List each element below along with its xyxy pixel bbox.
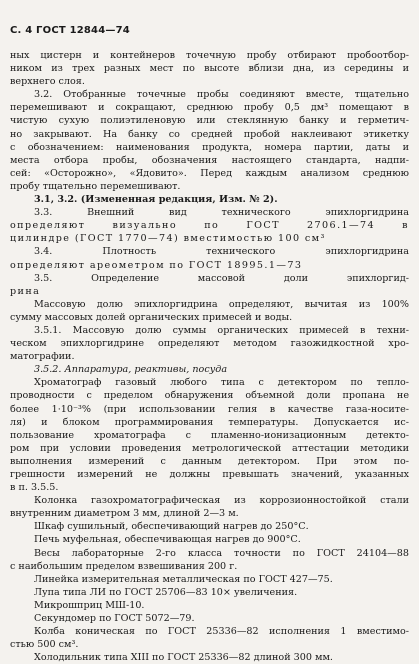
text-line: верхнего слоя. [10,76,85,88]
text-line: ля) и блоком программирования температуры. Допускается ис- [10,416,409,428]
text-line: но закрывают. На банку со средней пробой наклеивают этикетку [10,128,409,140]
text-line: Шкаф сушильный, обеспечивающий нагрев до 250°С. [34,521,309,533]
text-line: 3.3. Внешний вид технического эпихлоргидрина [34,207,409,219]
text-line: 3.4. Плотность технического эпихлоргидрина [34,246,409,258]
text-line: ных цистерн и контейнеров точечную пробу отбирают пробоотбор- [10,50,409,61]
text-line: Холодильник типа XIII по ГОСТ 25336—82 длиной 300 мм. [34,652,333,664]
text-line: Микрошприц МШ-10. [34,599,145,611]
text-line: с обозначением: наименования продукта, номера партии, даты и [10,141,409,153]
section-heading: 3.5.2. Аппаратура, реактивы, посуда [34,364,228,376]
text-line: с наибольшим пределом взвешивания 200 г. [10,560,238,572]
text-line: цилиндре (ГОСТ 1770—74) вместимостью 100 см³ [10,233,326,245]
text-line: Печь муфельная, обеспечивающая нагрев до 900°С. [34,534,301,546]
text-line: места отбора пробы, обозначения настоящего стандарта, надпи- [10,154,409,166]
text-line: в п. 3.5.5. [10,482,59,494]
text-line: Массовую долю эпихлоргидрина определяют, вычитая из 100% [34,298,409,310]
text-line: Колонка газохроматографическая из коррозионностойкой стали [34,495,409,507]
text-line: Лупа типа ЛИ по ГОСТ 25706—83 10× увеличения. [34,586,298,598]
text-line: пробу тщательно перемешивают. [10,180,181,192]
text-line: 3.2. Отобранные точечные пробы соединяют вместе, тщательно [34,89,409,101]
text-line: более 1·10⁻³% (при использовании гелия в качестве газа-носите- [10,403,409,415]
text-line: грешности измерений не должны превышать значений, указанных [10,469,409,480]
text-line: 3.5.1. Массовую долю суммы органических примесей в техни- [34,324,409,336]
text-line: матографии. [10,351,75,363]
text-line: 3.5. Определение массовой доли эпихлоргид- [34,272,409,284]
text-line: Линейка измерительная металлическая по ГОСТ 427—75. [34,573,333,585]
text-line: ром при условии проведения метрологической аттестации методики [10,442,409,454]
text-line: Хроматограф газовый любого типа с детектором по тепло- [34,377,409,389]
text-line: Секундомер по ГОСТ 5072—79. [34,613,195,625]
text-line: определяют ареометром по ГОСТ 18995.1—73 [10,259,303,271]
text-line: Колба коническая по ГОСТ 25336—82 исполнения 1 вместимо- [34,626,409,638]
text-line: сумму массовых долей органических примесей и воды. [10,311,293,323]
text-line: внутренним диаметром 3 мм, длиной 2—3 м. [10,508,239,520]
text-line: стью 500 см³. [10,639,79,651]
text-line: выполнения измерений с данным детектором. При этом по- [10,455,409,467]
amendment-note: 3.1, 3.2. (Измененная редакция, Изм. № 2). [34,194,278,206]
text-line: чистую сухую полиэтиленовую или стеклянную банку и герметич- [10,115,409,127]
text-line: ником из трех разных мест по высоте вблизи дна, из середины и [10,63,409,75]
document-body [10,49,409,664]
text-line: определяют визуально по ГОСТ 2706.1—74 в [10,220,409,232]
text-line: Весы лабораторные 2-го класса точности по ГОСТ 24104—88 [34,547,409,559]
text-line: проводности с пределом обнаружения объемной доли пропана не [10,390,409,402]
page-header: С. 4 ГОСТ 12844—74 [10,25,130,36]
text-line: сей: «Осторожно», «Ядовито». Перед каждым анализом среднюю [10,167,409,179]
text-line: перемешивают и сокращают, среднюю пробу 0,5 дм³ помещают в [10,102,409,114]
text-line: пользование хроматографа с пламенно-ионизационным детекто- [10,429,409,441]
text-line: ческом эпихлоргидрине определяют методом газожидкостной хро- [10,338,409,350]
text-line: рина [10,285,41,297]
